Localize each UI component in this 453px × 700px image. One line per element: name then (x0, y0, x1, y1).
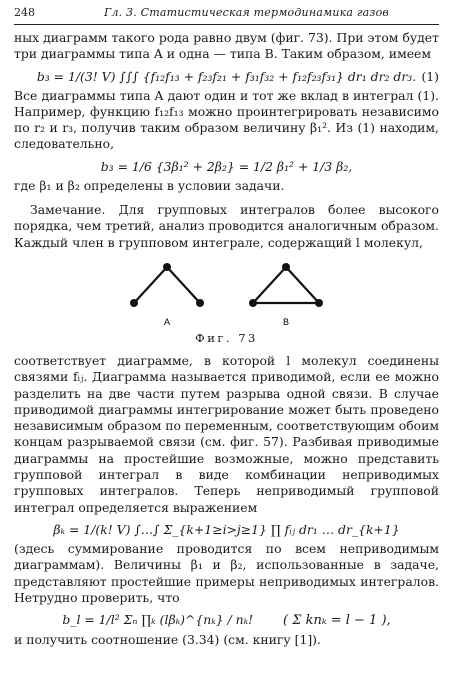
equation-1 (14, 69, 439, 84)
paragraph-6: (здесь суммирование проводится по всем неприводимым диаграммам). Величины β₁ и β₂, использованные в задаче, представляют простейшие примеры неприводимых интегралов. Нетрудно проверить, что (14, 540, 439, 605)
paragraph-7: и получить соотношение (3.34) (см. книгу [1]). (14, 632, 321, 648)
diagram-b (249, 263, 323, 327)
equation-4-condition: ( Σ knₖ = l − 1 ), (283, 613, 391, 629)
running-title: Гл. 3. Статистическая термодинамика газов (103, 6, 390, 19)
paragraph-1: ных диаграмм такого рода равно двум (фиг. 73). При этом будет три диаграммы типа A и одна — типа B. Таким образом, имеем (14, 30, 439, 62)
diagram-b-node-top (282, 263, 290, 271)
diagram-b-node-right (315, 299, 323, 307)
equation-1-number: (1) (421, 68, 439, 84)
figure-caption: Фиг. 73 (195, 330, 258, 345)
paragraph-5: соответствует диаграмме, в которой l молекул соединены связями fᵢⱼ. Диаграмма называется приводимой, если ее можно разделить на две части путем разрыва одной связи. В случае приводимой диаграммы интегрирование может быть проведено независимым образом по переменным, соответствующим обоим концам разрываемой связи (см. фиг. 57). Разбивая приводимые диаграммы на простейшие возможные, можно представить групповой интеграл в виде комбинации неприводимых групповых интегралов. Теперь неприводимый групповой интеграл определяется выражением (14, 352, 440, 515)
equation-2: b₃ = 1/6 {3β₁² + 2β₂} = 1/2 β₁² + 1/3 β₂, (100, 158, 353, 174)
page-header (14, 6, 439, 24)
diagram-b-bond-right (286, 267, 319, 303)
equation-4 (14, 612, 439, 628)
figure-diagrams (14, 253, 439, 329)
diagram-b-label: B (282, 316, 290, 327)
diagram-a (130, 263, 204, 327)
equation-1-expr: b₃ = 1/(3! V) ∫∫∫ {f₁₂f₁₃ + f₂₃f₂₁ + f₃₁f₃₂ + f₁₂f₂₃f₃₁} dr₁ dr₂ dr₃. (36, 68, 417, 84)
equation-4-expr: b_l = 1/l² Σₙ ∏ₖ (lβₖ)^{nₖ} / nₖ! (62, 612, 254, 628)
paragraph-4: Замечание. Для групповых интегралов более высокого порядка, чем третий, анализ проводится аналогичным образом. Каждый член в групповом интеграле, содержащий l молекул, (14, 202, 439, 250)
diagram-a-label: A (163, 316, 171, 327)
diagram-a-node-top (163, 263, 171, 271)
figure-73 (14, 253, 439, 329)
diagram-b-bond-left (253, 267, 286, 303)
diagram-a-bond-right (167, 267, 200, 303)
diagram-a-bond-left (134, 267, 167, 303)
diagram-a-node-left (130, 299, 138, 307)
page-number: 248 (14, 6, 35, 19)
paragraph-3: где β₁ и β₂ определены в условии задачи. (14, 177, 285, 193)
equation-3: βₖ = 1/(k! V) ∫…∫ Σ_{k+1≥i>j≥1} ∏ fᵢⱼ dr₁ … dr_{k+1} (53, 521, 400, 537)
diagram-b-node-left (249, 299, 257, 307)
diagram-a-node-right (196, 299, 204, 307)
paragraph-2: Все диаграммы типа A дают один и тот же вклад в интеграл (1). Например, функцию f₁₂f₁₃ можно проинтегрировать независимо по r₂ и r₃, получив таким образом величину β₁². Из (1) находим, следовательно, (14, 87, 439, 152)
book-page (14, 6, 439, 648)
